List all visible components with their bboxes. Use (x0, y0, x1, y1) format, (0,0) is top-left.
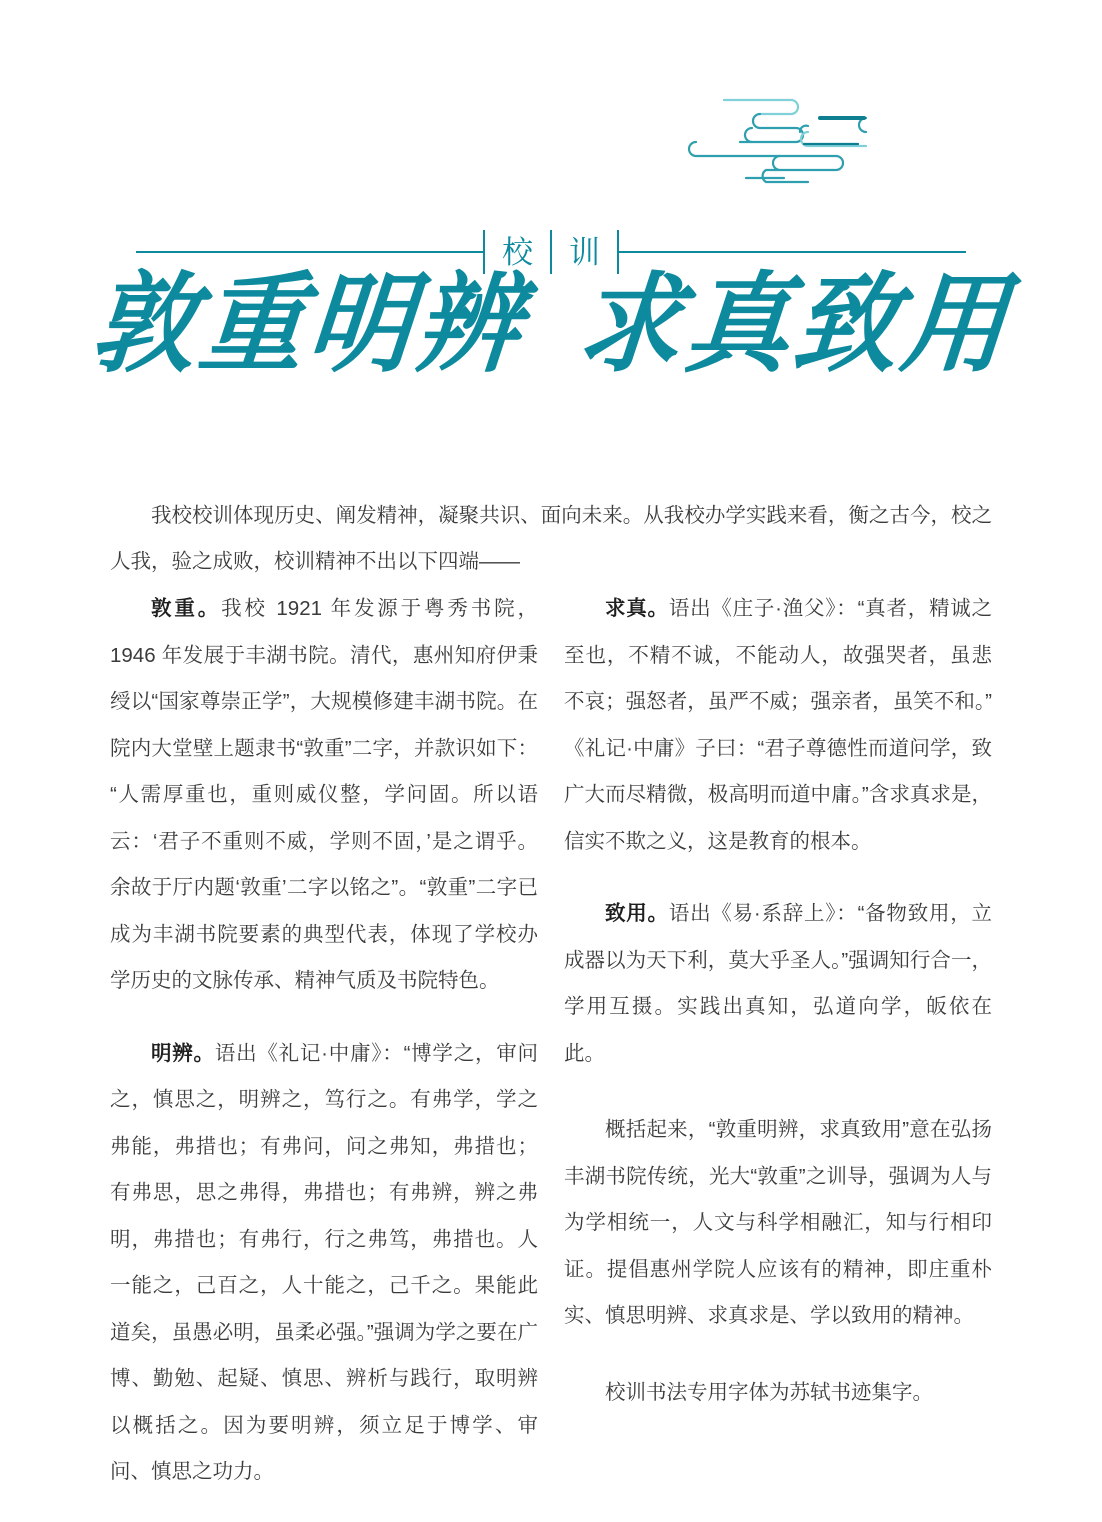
divider-rule-right (619, 251, 966, 253)
column-left (110, 586, 538, 1522)
paragraph-summary (564, 1107, 992, 1340)
paragraph-body-mingbian: 语出《礼记·中庸》：“博学之，审问之，慎思之，明辨之，笃行之。有弗学，学之弗能，弗措也；有弗问，问之弗知，弗措也；有弗思，思之弗得，弗措也；有弗辨，辨之弗明，弗措也；有弗行，行之弗笃，弗措也。人一能之，己百之，人十能之，己千之。果能此道矣，虽愚必明，虽柔必强。”强调为学之要在广博、勤勉、起疑、慎思、辨析与践行，取明辨以概括之。因为要明辨，须立足于博学、审问、慎思之功力。 (110, 1041, 539, 1483)
paragraph-qiuzhen (564, 586, 992, 865)
paragraph-font-note (564, 1370, 992, 1417)
section-kicker-char-2: 训 (569, 234, 600, 270)
body-columns (110, 586, 993, 1483)
motto-calligraphy (0, 259, 1102, 388)
paragraph-body-qiuzhen: 语出《庄子·渔父》：“真者，精诚之至也，不精不诚，不能动人，故强哭者，虽悲不哀；强怒者，虽严不威；强亲者，虽笑不和。”《礼记·中庸》子曰：“君子尊德性而道问学，致广大而尽精微，极高明而道中庸。”含求真求是，信实不欺之义，这是教育的根本。 (564, 597, 993, 853)
paragraph-body-zhiyong: 语出《易·系辞上》：“备物致用，立成器以为天下利，莫大乎圣人。”强调知行合一，学用互摄。实践出真知，弘道向学，皈依在此。 (564, 902, 993, 1065)
divider-rule-left (136, 251, 483, 253)
paragraph-zhiyong (564, 891, 992, 1077)
column-right (564, 586, 992, 1442)
paragraph-lead-mingbian: 明辨。 (151, 1041, 215, 1065)
paragraph-body-summary: 概括起来，“敦重明辨，求真致用”意在弘扬丰湖书院传统，光大“敦重”之训导，强调为人与为学相统一，人文与科学相融汇，知与行相印证。提倡惠州学院人应该有的精神，即庄重朴实、慎思明辨、求真求是、学以致用的精神。 (564, 1118, 992, 1327)
paragraph-body-font-note: 校训书法专用字体为苏轼书迹集字。 (605, 1380, 933, 1404)
section-kicker-char-1: 校 (502, 234, 533, 270)
paragraph-mingbian (110, 1031, 538, 1496)
paragraph-lead-qiuzhen: 求真。 (605, 597, 669, 620)
motto-line-1: 敦重明辨 (85, 259, 530, 388)
paragraph-lead-dunzhong: 敦重。 (151, 597, 222, 620)
intro-paragraph: 我校校训体现历史、阐发精神，凝聚共识、面向未来。从我校办学实践来看，衡之古今，校之人我，验之成败，校训精神不出以下四端—— (110, 503, 992, 573)
paragraph-dunzhong (110, 586, 538, 1005)
auspicious-cloud-icon (688, 92, 888, 184)
auspicious-cloud-decoration (688, 92, 888, 184)
motto-line-2: 求真致用 (572, 259, 1017, 388)
paragraph-body-dunzhong: 我校 1921 年发源于粤秀书院，1946 年发展于丰湖书院。清代，惠州知府伊秉绶以“国家尊崇正学”，大规模修建丰湖书院。在院内大堂壁上题隶书“敦重”二字，并款识如下：“人需厚重也，重则威仪整，学问固。所以语云：‘君子不重则不威，学则不固，’是之谓乎。余故于厅内题‘敦重’二字以铭之”。“敦重”二字已成为丰湖书院要素的典型代表，体现了学校办学历史的文脉传承、精神气质及书院特色。 (110, 597, 539, 992)
paragraph-lead-zhiyong: 致用。 (605, 902, 669, 925)
